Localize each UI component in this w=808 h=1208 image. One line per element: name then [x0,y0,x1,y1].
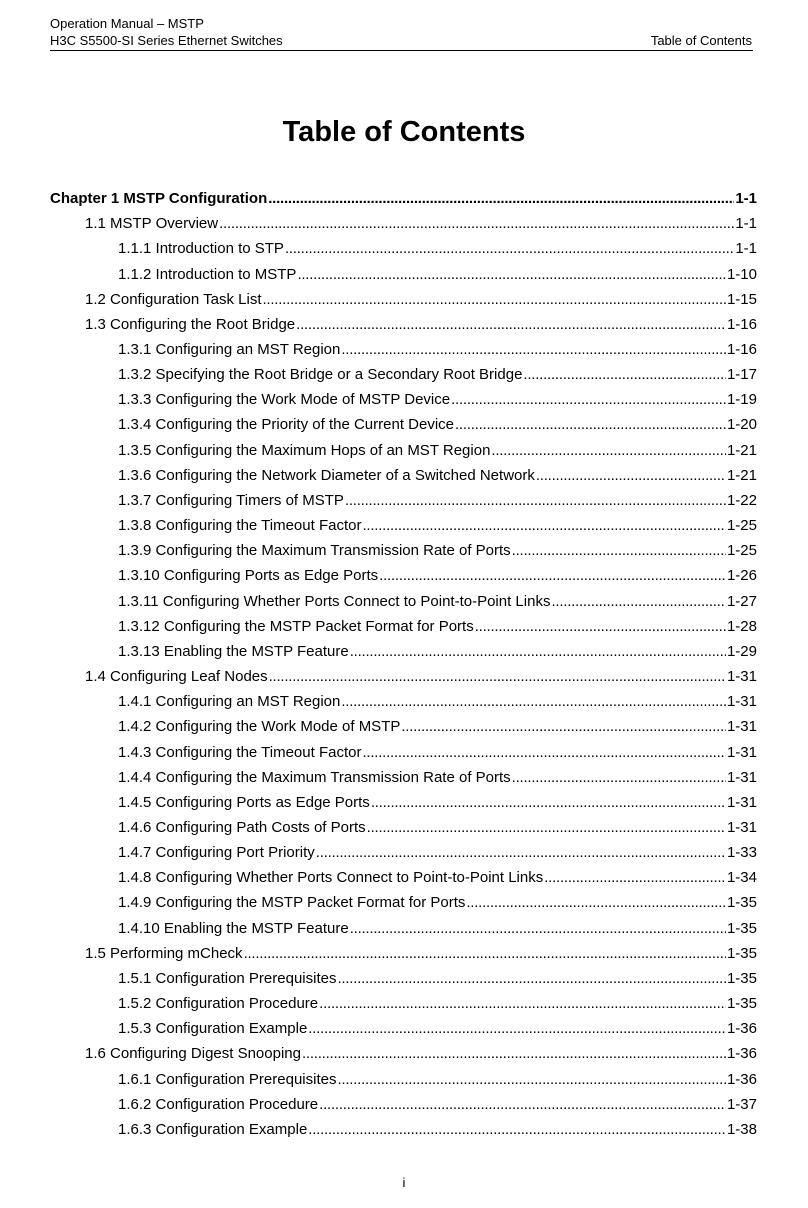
toc-dot-leader [362,744,726,761]
toc-subsection-entry[interactable] [50,1016,757,1041]
toc-subsection-entry[interactable] [50,387,757,412]
toc-entry-title: 1.5 Performing mCheck [85,944,243,962]
toc-entry-page: 1-16 [726,315,757,333]
toc-entry-page: 1-15 [726,290,757,308]
toc-dot-leader [371,794,726,811]
toc-dot-leader [341,693,726,710]
toc-dot-leader [308,1020,726,1037]
toc-entry-page: 1-31 [726,768,757,786]
toc-dot-leader [316,844,726,861]
toc-entry-title: 1.4.2 Configuring the Work Mode of MSTP [118,718,401,736]
toc-subsection-entry[interactable] [50,865,757,890]
toc-subsection-entry[interactable] [50,739,757,764]
toc-entry-title: 1.3.9 Configuring the Maximum Transmission Rate of Ports [118,542,511,560]
toc-entry-title: 1.6.2 Configuration Procedure [118,1095,319,1113]
toc-entry-page: 1-10 [726,265,757,283]
toc-section-entry[interactable] [50,941,757,966]
toc-entry-title: 1.5.2 Configuration Procedure [118,995,319,1013]
toc-subsection-entry[interactable] [50,438,757,463]
toc-entry-page: 1-31 [726,743,757,761]
toc-dot-leader [455,416,726,433]
toc-entry-page: 1-31 [726,693,757,711]
toc-entry-page: 1-31 [726,718,757,736]
toc-entry-title: 1.4.10 Enabling the MSTP Feature [118,919,349,937]
toc-entry-title: 1.3.5 Configuring the Maximum Hops of an MST Region [118,441,491,459]
toc-subsection-entry[interactable] [50,337,757,362]
toc-dot-leader [491,442,726,459]
toc-entry-page: 1-37 [726,1095,757,1113]
toc-entry-title: 1.2 Configuration Task List [85,290,262,308]
toc-subsection-entry[interactable] [50,614,757,639]
toc-entry-title: 1.1.2 Introduction to MSTP [118,265,297,283]
toc-dot-leader [466,894,726,911]
header-rule [50,50,753,51]
toc-entry-title: 1.6.3 Configuration Example [118,1120,308,1138]
toc-section-entry[interactable] [50,211,757,236]
toc-entry-page: 1-16 [726,341,757,359]
toc-entry-title: 1.4.7 Configuring Port Priority [118,844,315,862]
toc-subsection-entry[interactable] [50,714,757,739]
toc-entry-title: Chapter 1 MSTP Configuration [50,190,268,208]
toc-entry-title: 1.4.6 Configuring Path Costs of Ports [118,818,366,836]
toc-subsection-entry[interactable] [50,1066,757,1091]
toc-entry-title: 1.3.3 Configuring the Work Mode of MSTP Device [118,391,451,409]
toc-dot-leader [512,769,726,786]
toc-dot-leader [302,1045,726,1062]
header-row [50,32,752,49]
page-title: Table of Contents [282,116,526,148]
toc-entry-page: 1-26 [726,567,757,585]
toc-subsection-entry[interactable] [50,1092,757,1117]
toc-section-entry[interactable] [50,312,757,337]
header-product-name: H3C S5500-SI Series Ethernet Switches [50,33,283,48]
toc-entry-page: 1-34 [726,869,757,887]
toc-entry-page: 1-35 [726,944,757,962]
toc-entry-title: 1.3.4 Configuring the Priority of the Current Device [118,416,454,434]
toc-subsection-entry[interactable] [50,639,757,664]
toc-entry-page: 1-36 [726,1045,757,1063]
toc-dot-leader [219,215,734,232]
toc-entry-title: 1.6 Configuring Digest Snooping [85,1045,301,1063]
toc-entry-title: 1.1.1 Introduction to STP [118,240,284,258]
toc-entry-title: 1.5.3 Configuration Example [118,1020,308,1038]
toc-dot-leader [379,567,726,584]
toc-dot-leader [512,542,726,559]
toc-subsection-entry[interactable] [50,815,757,840]
toc-subsection-entry[interactable] [50,362,757,387]
toc-subsection-entry[interactable] [50,1117,757,1142]
toc-dot-leader [337,1071,726,1088]
toc-entry-title: 1.3.7 Configuring Timers of MSTP [118,491,344,509]
toc-entry-page: 1-21 [726,441,757,459]
toc-dot-leader [536,467,726,484]
toc-dot-leader [269,668,726,685]
toc-dot-leader [345,492,726,509]
toc-dot-leader [350,920,726,937]
toc-entry-page: 1-35 [726,995,757,1013]
toc-subsection-entry[interactable] [50,840,757,865]
toc-dot-leader [319,995,726,1012]
toc-entry-page: 1-35 [726,919,757,937]
toc-entry-page: 1-25 [726,517,757,535]
toc-entry-page: 1-19 [726,391,757,409]
toc-dot-leader [263,291,726,308]
toc-entry-title: 1.3 Configuring the Root Bridge [85,315,296,333]
toc-dot-leader [341,341,726,358]
toc-dot-leader [308,1121,726,1138]
toc-entry-title: 1.4.5 Configuring Ports as Edge Ports [118,793,370,811]
toc-dot-leader [523,366,726,383]
toc-entry-title: 1.4.9 Configuring the MSTP Packet Format for Ports [118,894,466,912]
toc-subsection-entry[interactable] [50,765,757,790]
toc-entry-page: 1-38 [726,1120,757,1138]
toc-section-entry[interactable] [50,1041,757,1066]
toc-subsection-entry[interactable] [50,790,757,815]
toc-dot-leader [297,266,726,283]
toc-subsection-entry[interactable] [50,890,757,915]
toc-dot-leader [451,391,726,408]
toc-entry-page: 1-27 [726,592,757,610]
toc-subsection-entry[interactable] [50,991,757,1016]
toc-entry-title: 1.3.6 Configuring the Network Diameter of a Switched Network [118,466,535,484]
toc-entry-title: 1.5.1 Configuration Prerequisites [118,969,337,987]
toc-dot-leader [475,618,726,635]
toc-subsection-entry[interactable] [50,488,757,513]
toc-entry-page: 1-35 [726,894,757,912]
toc-section-entry[interactable] [50,664,757,689]
page-header [50,15,752,49]
toc-entry-title: 1.4.1 Configuring an MST Region [118,693,341,711]
toc-entry-title: 1.3.11 Configuring Whether Ports Connect to Point-to-Point Links [118,592,551,610]
toc-entry-title: 1.6.1 Configuration Prerequisites [118,1070,337,1088]
toc-entry-page: 1-21 [726,466,757,484]
toc-subsection-entry[interactable] [50,689,757,714]
toc-subsection-entry[interactable] [50,563,757,588]
toc-dot-leader [367,819,726,836]
toc-entry-title: 1.3.1 Configuring an MST Region [118,341,341,359]
toc-dot-leader [285,240,734,257]
toc-dot-leader [551,593,726,610]
toc-dot-leader [319,1096,726,1113]
toc-dot-leader [296,316,726,333]
toc-entry-page: 1-35 [726,969,757,987]
toc-entry-page: 1-1 [735,190,757,208]
toc-entry-page: 1-28 [726,617,757,635]
toc-subsection-entry[interactable] [50,513,757,538]
header-manual-title: Operation Manual – MSTP [50,16,204,31]
page-number: i [402,1175,406,1190]
toc-section-entry[interactable] [50,287,757,312]
toc-entry-page: 1-31 [726,668,757,686]
toc-chapter-entry[interactable] [50,186,757,211]
toc-subsection-entry[interactable] [50,236,757,261]
toc-entry-title: 1.3.12 Configuring the MSTP Packet Format for Ports [118,617,474,635]
toc-dot-leader [268,190,734,207]
toc-subsection-entry[interactable] [50,463,757,488]
toc-entry-page: 1-1 [735,215,757,233]
toc-entry-page: 1-17 [726,366,757,384]
toc-entry-title: 1.3.8 Configuring the Timeout Factor [118,517,362,535]
toc-entry-title: 1.1 MSTP Overview [85,215,219,233]
toc-entry-title: 1.3.13 Enabling the MSTP Feature [118,642,349,660]
toc-entry-title: 1.4.8 Configuring Whether Ports Connect to Point-to-Point Links [118,869,544,887]
toc-dot-leader [350,643,726,660]
toc-entry-page: 1-31 [726,818,757,836]
toc-entry-page: 1-20 [726,416,757,434]
toc-entry-page: 1-33 [726,844,757,862]
toc-entry-page: 1-22 [726,491,757,509]
toc-dot-leader [244,945,726,962]
toc-dot-leader [401,718,726,735]
toc-entry-title: 1.4.4 Configuring the Maximum Transmission Rate of Ports [118,768,511,786]
toc-entry-page: 1-25 [726,542,757,560]
toc-entry-page: 1-36 [726,1070,757,1088]
toc-subsection-entry[interactable] [50,966,757,991]
toc-entry-page: 1-1 [735,240,757,258]
header-section-name: Table of Contents [650,33,752,48]
toc-subsection-entry[interactable] [50,412,757,437]
toc-entry-page: 1-29 [726,642,757,660]
toc-dot-leader [362,517,726,534]
toc-entry-title: 1.3.10 Configuring Ports as Edge Ports [118,567,379,585]
toc-entry-title: 1.3.2 Specifying the Root Bridge or a Secondary Root Bridge [118,366,523,384]
toc-entry-title: 1.4.3 Configuring the Timeout Factor [118,743,362,761]
toc-subsection-entry[interactable] [50,916,757,941]
toc-subsection-entry[interactable] [50,261,757,286]
toc-entry-page: 1-31 [726,793,757,811]
toc-entry-page: 1-36 [726,1020,757,1038]
toc-entry-title: 1.4 Configuring Leaf Nodes [85,668,268,686]
toc-dot-leader [544,869,726,886]
toc-subsection-entry[interactable] [50,538,757,563]
toc-subsection-entry[interactable] [50,589,757,614]
table-of-contents [50,186,757,1142]
toc-dot-leader [337,970,726,987]
